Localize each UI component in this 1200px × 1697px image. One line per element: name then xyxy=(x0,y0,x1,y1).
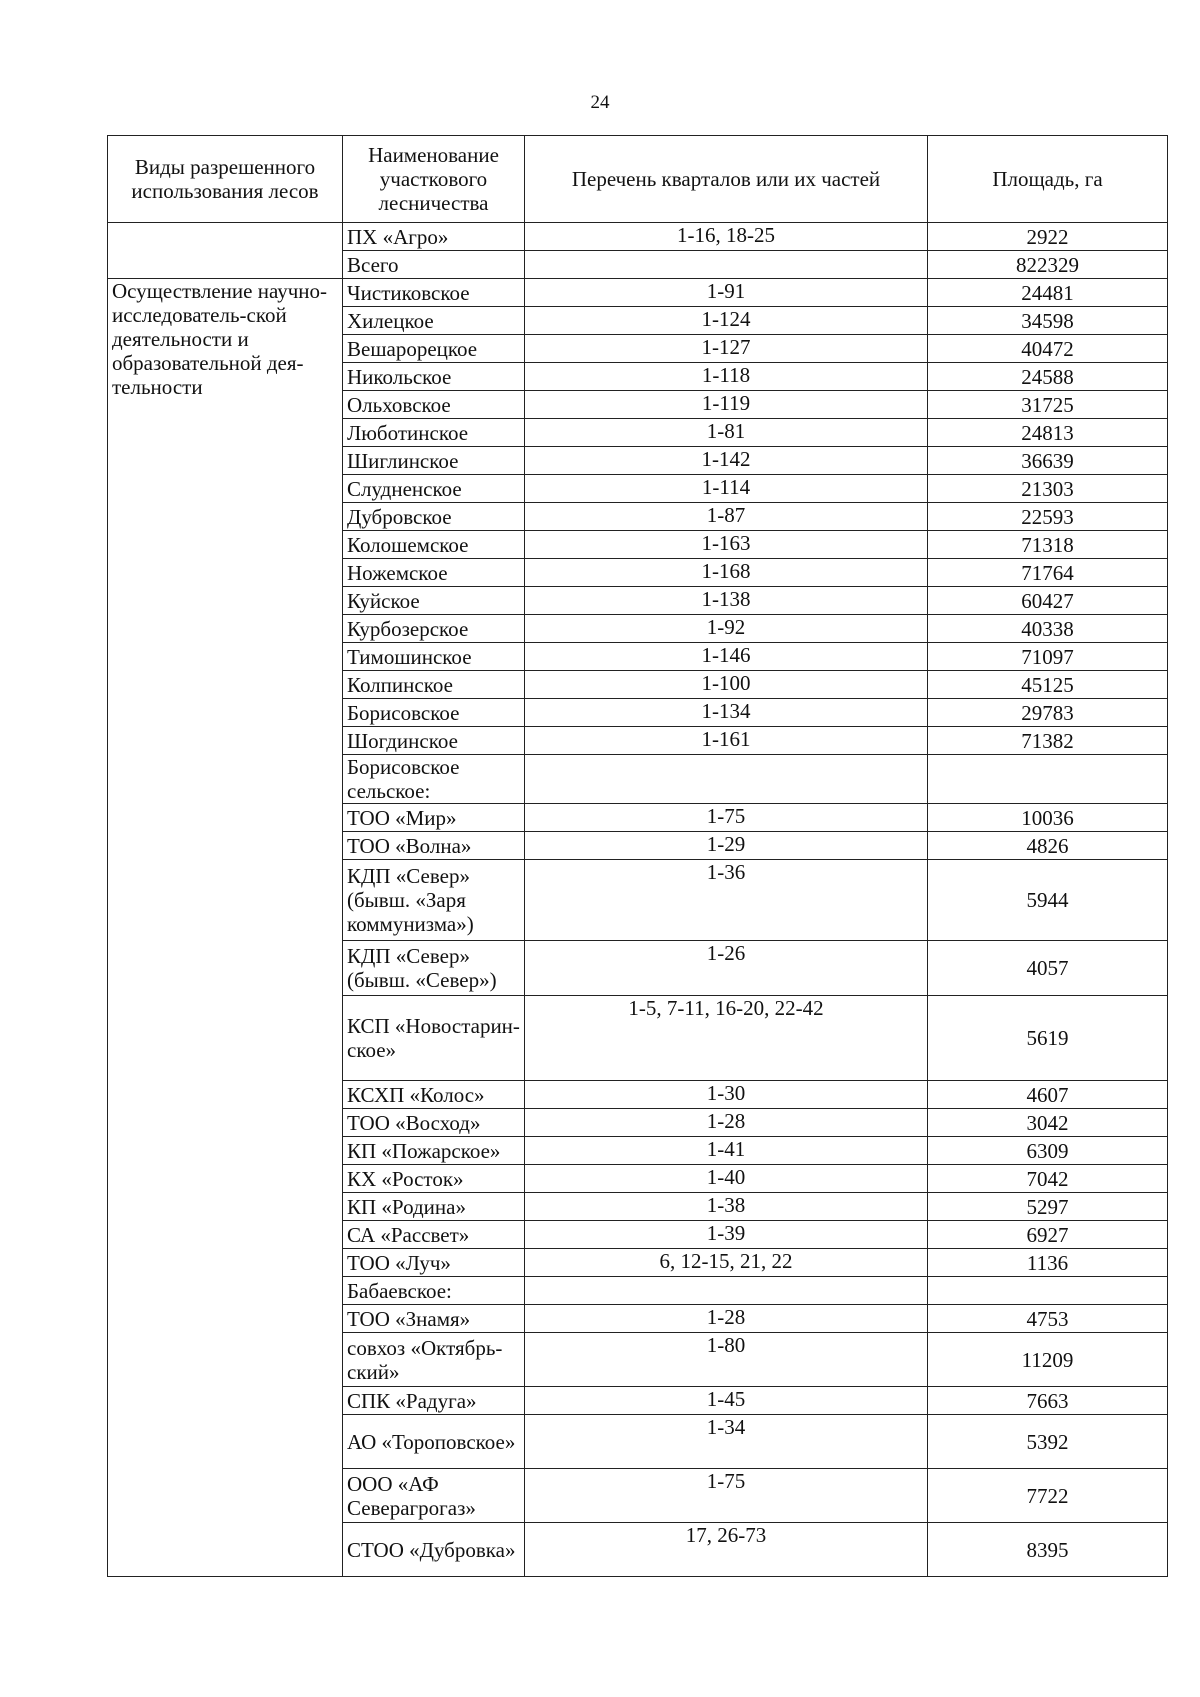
forestry-name-cell: Никольское xyxy=(343,363,525,391)
quarters-cell: 1-80 xyxy=(525,1333,928,1387)
area-cell: 5392 xyxy=(928,1415,1168,1469)
quarters-cell: 1-40 xyxy=(525,1165,928,1193)
forestry-name-cell: Слудненское xyxy=(343,475,525,503)
area-cell: 5297 xyxy=(928,1193,1168,1221)
area-cell: 6309 xyxy=(928,1137,1168,1165)
area-cell: 7722 xyxy=(928,1469,1168,1523)
area-cell: 4607 xyxy=(928,1081,1168,1109)
area-cell: 5944 xyxy=(928,860,1168,941)
forestry-name-cell: Колпинское xyxy=(343,671,525,699)
area-cell: 60427 xyxy=(928,587,1168,615)
quarters-cell: 1-92 xyxy=(525,615,928,643)
forestry-name-cell: АО «Тороповское» xyxy=(343,1415,525,1469)
quarters-cell: 6, 12-15, 21, 22 xyxy=(525,1249,928,1277)
quarters-cell: 1-91 xyxy=(525,279,928,307)
page-number: 24 xyxy=(590,92,610,113)
forestry-name-cell: КДП «Север» (бывш. «Заря коммунизма») xyxy=(343,860,525,941)
area-cell xyxy=(928,1277,1168,1305)
forestry-name-cell: ТОО «Восход» xyxy=(343,1109,525,1137)
area-cell: 21303 xyxy=(928,475,1168,503)
area-cell: 29783 xyxy=(928,699,1168,727)
area-cell: 24588 xyxy=(928,363,1168,391)
area-cell: 31725 xyxy=(928,391,1168,419)
area-cell: 24813 xyxy=(928,419,1168,447)
area-cell: 40338 xyxy=(928,615,1168,643)
forestry-name-cell: СТОО «Дубровка» xyxy=(343,1523,525,1577)
forestry-name-cell: ТОО «Мир» xyxy=(343,804,525,832)
forestry-name-cell: ТОО «Знамя» xyxy=(343,1305,525,1333)
quarters-cell: 1-138 xyxy=(525,587,928,615)
table-header-row xyxy=(108,136,1168,223)
quarters-cell: 1-87 xyxy=(525,503,928,531)
forestry-name-cell: ТОО «Луч» xyxy=(343,1249,525,1277)
usage-cell-empty xyxy=(108,223,343,279)
quarters-cell: 1-28 xyxy=(525,1305,928,1333)
header-area: Площадь, га xyxy=(928,136,1168,223)
forestry-name-cell: ТОО «Волна» xyxy=(343,832,525,860)
area-cell: 4057 xyxy=(928,941,1168,996)
area-cell: 4826 xyxy=(928,832,1168,860)
area-cell: 7042 xyxy=(928,1165,1168,1193)
forestry-name-cell: КП «Пожарское» xyxy=(343,1137,525,1165)
area-cell: 24481 xyxy=(928,279,1168,307)
quarters-cell: 1-75 xyxy=(525,804,928,832)
forestry-name-cell: Ольховское xyxy=(343,391,525,419)
area-cell: 7663 xyxy=(928,1387,1168,1415)
area-cell: 36639 xyxy=(928,447,1168,475)
header-usage: Виды разрешенного использования лесов xyxy=(108,136,343,223)
quarters-cell xyxy=(525,1277,928,1305)
quarters-cell: 17, 26-73 xyxy=(525,1523,928,1577)
forest-usage-table xyxy=(107,135,1168,1577)
forestry-name-cell: Тимошинское xyxy=(343,643,525,671)
forestry-name-cell: Борисовское xyxy=(343,699,525,727)
area-cell: 5619 xyxy=(928,996,1168,1081)
forestry-name-cell: Бабаевское: xyxy=(343,1277,525,1305)
quarters-cell: 1-34 xyxy=(525,1415,928,1469)
forestry-name-cell: Чистиковское xyxy=(343,279,525,307)
forestry-name-cell: КСП «Новостарин-ское» xyxy=(343,996,525,1081)
area-cell: 4753 xyxy=(928,1305,1168,1333)
table-body xyxy=(108,223,1168,1577)
area-cell: 11209 xyxy=(928,1333,1168,1387)
header-quarters: Перечень кварталов или их частей xyxy=(525,136,928,223)
area-cell: 45125 xyxy=(928,671,1168,699)
quarters-cell: 1-5, 7-11, 16-20, 22-42 xyxy=(525,996,928,1081)
forestry-name-cell: Люботинское xyxy=(343,419,525,447)
area-cell: 22593 xyxy=(928,503,1168,531)
quarters-cell xyxy=(525,755,928,804)
quarters-cell: 1-161 xyxy=(525,727,928,755)
forestry-name-cell: Ножемское xyxy=(343,559,525,587)
quarters-cell: 1-146 xyxy=(525,643,928,671)
quarters-cell: 1-119 xyxy=(525,391,928,419)
forestry-name-cell: Шиглинское xyxy=(343,447,525,475)
usage-cell: Осуществление научно-исследователь-ской деятельности и образовательной дея-тельности xyxy=(108,279,343,1577)
area-cell: 71382 xyxy=(928,727,1168,755)
quarters-cell: 1-28 xyxy=(525,1109,928,1137)
forestry-name-cell: СА «Рассвет» xyxy=(343,1221,525,1249)
forestry-name-cell: Всего xyxy=(343,251,525,279)
quarters-cell: 1-16, 18-25 xyxy=(525,223,928,251)
area-cell: 2922 xyxy=(928,223,1168,251)
forestry-name-cell: ООО «АФ Северагрогаз» xyxy=(343,1469,525,1523)
forestry-name-cell: Колошемское xyxy=(343,531,525,559)
forestry-name-cell: Хилецкое xyxy=(343,307,525,335)
forestry-name-cell: КДП «Север» (бывш. «Север») xyxy=(343,941,525,996)
area-cell: 40472 xyxy=(928,335,1168,363)
area-cell: 71318 xyxy=(928,531,1168,559)
header-forestry: Наименование участкового лесничества xyxy=(343,136,525,223)
quarters-cell: 1-45 xyxy=(525,1387,928,1415)
quarters-cell: 1-75 xyxy=(525,1469,928,1523)
quarters-cell: 1-81 xyxy=(525,419,928,447)
forestry-name-cell: Шогдинское xyxy=(343,727,525,755)
forestry-name-cell: совхоз «Октябрь-ский» xyxy=(343,1333,525,1387)
quarters-cell: 1-134 xyxy=(525,699,928,727)
quarters-cell: 1-168 xyxy=(525,559,928,587)
area-cell: 3042 xyxy=(928,1109,1168,1137)
forestry-name-cell: Вешарорецкое xyxy=(343,335,525,363)
forestry-name-cell: Борисовское сельское: xyxy=(343,755,525,804)
quarters-cell: 1-41 xyxy=(525,1137,928,1165)
quarters-cell: 1-100 xyxy=(525,671,928,699)
table-row xyxy=(108,279,1168,307)
quarters-cell: 1-142 xyxy=(525,447,928,475)
quarters-cell xyxy=(525,251,928,279)
table-row xyxy=(108,223,1168,251)
quarters-cell: 1-29 xyxy=(525,832,928,860)
forestry-name-cell: Куйское xyxy=(343,587,525,615)
area-cell: 71097 xyxy=(928,643,1168,671)
forestry-name-cell: Дубровское xyxy=(343,503,525,531)
quarters-cell: 1-118 xyxy=(525,363,928,391)
quarters-cell: 1-39 xyxy=(525,1221,928,1249)
area-cell: 1136 xyxy=(928,1249,1168,1277)
quarters-cell: 1-36 xyxy=(525,860,928,941)
quarters-cell: 1-124 xyxy=(525,307,928,335)
forestry-name-cell: Курбозерское xyxy=(343,615,525,643)
quarters-cell: 1-127 xyxy=(525,335,928,363)
quarters-cell: 1-114 xyxy=(525,475,928,503)
area-cell: 34598 xyxy=(928,307,1168,335)
forestry-name-cell: КСХП «Колос» xyxy=(343,1081,525,1109)
area-cell: 71764 xyxy=(928,559,1168,587)
forestry-name-cell: СПК «Радуга» xyxy=(343,1387,525,1415)
area-cell xyxy=(928,755,1168,804)
forestry-name-cell: КП «Родина» xyxy=(343,1193,525,1221)
quarters-cell: 1-30 xyxy=(525,1081,928,1109)
forestry-name-cell: ПХ «Агро» xyxy=(343,223,525,251)
quarters-cell: 1-26 xyxy=(525,941,928,996)
area-cell: 10036 xyxy=(928,804,1168,832)
area-cell: 8395 xyxy=(928,1523,1168,1577)
quarters-cell: 1-163 xyxy=(525,531,928,559)
area-cell: 6927 xyxy=(928,1221,1168,1249)
quarters-cell: 1-38 xyxy=(525,1193,928,1221)
forestry-name-cell: КХ «Росток» xyxy=(343,1165,525,1193)
area-cell: 822329 xyxy=(928,251,1168,279)
